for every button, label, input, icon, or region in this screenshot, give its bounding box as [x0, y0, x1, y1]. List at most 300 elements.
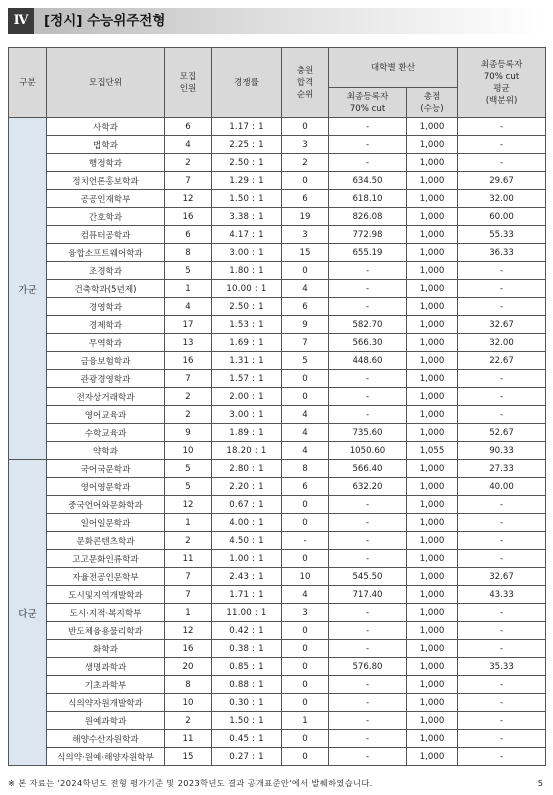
percentile-cut-cell: -	[458, 532, 546, 550]
percentile-cut-cell: 43.33	[458, 586, 546, 604]
quota-cell: 10	[165, 442, 212, 460]
unit-cell: 법학과	[47, 136, 165, 154]
conversion-total-cell: 1,000	[407, 190, 458, 208]
ratio-cell: 1.00 : 1	[212, 550, 282, 568]
conversion-cut-cell: 582.70	[329, 316, 407, 334]
ratio-cell: 2.50 : 1	[212, 298, 282, 316]
unit-cell: 식의약자원개발학과	[47, 694, 165, 712]
unit-cell: 영어영문학과	[47, 478, 165, 496]
waitlist-cell: 3	[282, 604, 329, 622]
table-row	[9, 496, 546, 514]
section-number-badge: Ⅳ	[8, 8, 34, 34]
table-row	[9, 262, 546, 280]
unit-cell: 생명과학과	[47, 658, 165, 676]
conversion-cut-cell: 618.10	[329, 190, 407, 208]
footnote: ※ 본 자료는 '2024학년도 전형 평가기준 및 2023학년도 결과 공개표준안'에서 발췌하였습니다.	[8, 778, 373, 788]
table-row	[9, 118, 546, 136]
conversion-total-cell: 1,000	[407, 676, 458, 694]
unit-cell: 중국언어와문화학과	[47, 496, 165, 514]
quota-cell: 20	[165, 658, 212, 676]
table-row	[9, 586, 546, 604]
unit-cell: 전자상거래학과	[47, 388, 165, 406]
unit-cell: 건축학과(5년제)	[47, 280, 165, 298]
quota-cell: 10	[165, 694, 212, 712]
percentile-cut-cell: -	[458, 712, 546, 730]
waitlist-cell: 19	[282, 208, 329, 226]
unit-cell: 정치언론홍보학과	[47, 172, 165, 190]
unit-cell: 해양수산자원학과	[47, 730, 165, 748]
ratio-cell: 1.80 : 1	[212, 262, 282, 280]
group-cell: 가군	[9, 118, 47, 460]
conversion-total-cell: 1,000	[407, 514, 458, 532]
table-row	[9, 226, 546, 244]
table-row	[9, 676, 546, 694]
quota-cell: 16	[165, 352, 212, 370]
ratio-cell: 2.43 : 1	[212, 568, 282, 586]
conversion-cut-cell: -	[329, 622, 407, 640]
quota-cell: 8	[165, 676, 212, 694]
conversion-cut-cell: -	[329, 136, 407, 154]
conversion-cut-cell: -	[329, 280, 407, 298]
ratio-cell: 4.17 : 1	[212, 226, 282, 244]
percentile-cut-cell: 36.33	[458, 244, 546, 262]
percentile-cut-cell: 60.00	[458, 208, 546, 226]
conversion-total-cell: 1,000	[407, 280, 458, 298]
waitlist-cell: 0	[282, 694, 329, 712]
conversion-cut-cell: 545.50	[329, 568, 407, 586]
conversion-cut-cell: 1050.60	[329, 442, 407, 460]
ratio-cell: 4.00 : 1	[212, 514, 282, 532]
conversion-total-cell: 1,000	[407, 730, 458, 748]
waitlist-cell: 0	[282, 118, 329, 136]
unit-cell: 원예과학과	[47, 712, 165, 730]
conversion-total-cell: 1,000	[407, 226, 458, 244]
waitlist-cell: 4	[282, 424, 329, 442]
waitlist-cell: 0	[282, 496, 329, 514]
table-row	[9, 190, 546, 208]
quota-cell: 16	[165, 640, 212, 658]
quota-cell: 1	[165, 280, 212, 298]
waitlist-cell: 6	[282, 298, 329, 316]
percentile-cut-cell: -	[458, 262, 546, 280]
conversion-total-cell: 1,055	[407, 442, 458, 460]
conversion-cut-cell: -	[329, 154, 407, 172]
conversion-cut-cell: -	[329, 604, 407, 622]
percentile-cut-cell: -	[458, 388, 546, 406]
conversion-total-cell: 1,000	[407, 352, 458, 370]
waitlist-cell: 9	[282, 316, 329, 334]
header-ratio: 경쟁률	[212, 48, 282, 118]
quota-cell: 11	[165, 730, 212, 748]
quota-cell: 15	[165, 748, 212, 766]
table-row	[9, 316, 546, 334]
percentile-cut-cell: -	[458, 298, 546, 316]
ratio-cell: 2.25 : 1	[212, 136, 282, 154]
percentile-cut-cell: -	[458, 550, 546, 568]
unit-cell: 고고문화인류학과	[47, 550, 165, 568]
unit-cell: 컴퓨터공학과	[47, 226, 165, 244]
quota-cell: 7	[165, 172, 212, 190]
quota-cell: 16	[165, 208, 212, 226]
percentile-cut-cell: -	[458, 622, 546, 640]
waitlist-cell: 6	[282, 478, 329, 496]
conversion-total-cell: 1,000	[407, 550, 458, 568]
ratio-cell: 2.80 : 1	[212, 460, 282, 478]
quota-cell: 8	[165, 244, 212, 262]
table-row	[9, 280, 546, 298]
ratio-cell: 3.38 : 1	[212, 208, 282, 226]
table-row	[9, 568, 546, 586]
quota-cell: 7	[165, 568, 212, 586]
waitlist-cell: 0	[282, 730, 329, 748]
conversion-total-cell: 1,000	[407, 568, 458, 586]
conversion-cut-cell: -	[329, 298, 407, 316]
waitlist-cell: 0	[282, 550, 329, 568]
percentile-cut-cell: -	[458, 676, 546, 694]
header-conversion-group: 대학별 환산	[329, 48, 458, 88]
unit-cell: 간호학과	[47, 208, 165, 226]
conversion-cut-cell: 576.80	[329, 658, 407, 676]
percentile-cut-cell: -	[458, 496, 546, 514]
quota-cell: 6	[165, 118, 212, 136]
ratio-cell: 0.85 : 1	[212, 658, 282, 676]
percentile-cut-cell: 90.33	[458, 442, 546, 460]
percentile-cut-cell: 52.67	[458, 424, 546, 442]
quota-cell: 17	[165, 316, 212, 334]
ratio-cell: 0.27 : 1	[212, 748, 282, 766]
conversion-total-cell: 1,000	[407, 118, 458, 136]
unit-cell: 경제학과	[47, 316, 165, 334]
waitlist-cell: 0	[282, 640, 329, 658]
quota-cell: 12	[165, 190, 212, 208]
header-group: 구분	[9, 48, 47, 118]
ratio-cell: 1.50 : 1	[212, 190, 282, 208]
quota-cell: 13	[165, 334, 212, 352]
conversion-total-cell: 1,000	[407, 316, 458, 334]
table-row	[9, 748, 546, 766]
waitlist-cell: -	[282, 532, 329, 550]
table-row	[9, 514, 546, 532]
conversion-cut-cell: -	[329, 514, 407, 532]
conversion-total-cell: 1,000	[407, 622, 458, 640]
quota-cell: 2	[165, 154, 212, 172]
quota-cell: 1	[165, 604, 212, 622]
section-header	[8, 8, 545, 34]
table-row	[9, 442, 546, 460]
ratio-cell: 3.00 : 1	[212, 406, 282, 424]
waitlist-cell: 2	[282, 154, 329, 172]
percentile-cut-cell: -	[458, 694, 546, 712]
percentile-cut-cell: 29.67	[458, 172, 546, 190]
percentile-cut-cell: -	[458, 730, 546, 748]
table-row	[9, 154, 546, 172]
conversion-total-cell: 1,000	[407, 424, 458, 442]
percentile-cut-cell: -	[458, 406, 546, 424]
ratio-cell: 1.57 : 1	[212, 370, 282, 388]
waitlist-cell: 0	[282, 172, 329, 190]
conversion-cut-cell: -	[329, 748, 407, 766]
conversion-total-cell: 1,000	[407, 370, 458, 388]
conversion-total-cell: 1,000	[407, 298, 458, 316]
ratio-cell: 1.17 : 1	[212, 118, 282, 136]
quota-cell: 6	[165, 226, 212, 244]
percentile-cut-cell: 55.33	[458, 226, 546, 244]
conversion-total-cell: 1,000	[407, 694, 458, 712]
quota-cell: 2	[165, 388, 212, 406]
ratio-cell: 1.50 : 1	[212, 712, 282, 730]
ratio-cell: 1.71 : 1	[212, 586, 282, 604]
conversion-cut-cell: 826.08	[329, 208, 407, 226]
ratio-cell: 0.30 : 1	[212, 694, 282, 712]
waitlist-cell: 4	[282, 442, 329, 460]
conversion-cut-cell: -	[329, 640, 407, 658]
header-percentile-cut: 최종등록자 70% cut 평균 (백분위)	[458, 48, 546, 118]
conversion-cut-cell: -	[329, 370, 407, 388]
unit-cell: 영어교육과	[47, 406, 165, 424]
conversion-total-cell: 1,000	[407, 586, 458, 604]
ratio-cell: 4.50 : 1	[212, 532, 282, 550]
table-row	[9, 730, 546, 748]
quota-cell: 11	[165, 550, 212, 568]
unit-cell: 무역학과	[47, 334, 165, 352]
conversion-total-cell: 1,000	[407, 388, 458, 406]
percentile-cut-cell: -	[458, 280, 546, 298]
table-row	[9, 550, 546, 568]
percentile-cut-cell: -	[458, 154, 546, 172]
table-row	[9, 640, 546, 658]
percentile-cut-cell: -	[458, 748, 546, 766]
percentile-cut-cell: 40.00	[458, 478, 546, 496]
conversion-cut-cell: 634.50	[329, 172, 407, 190]
percentile-cut-cell: 27.33	[458, 460, 546, 478]
conversion-total-cell: 1,000	[407, 478, 458, 496]
waitlist-cell: 6	[282, 190, 329, 208]
conversion-total-cell: 1,000	[407, 334, 458, 352]
percentile-cut-cell: 35.33	[458, 658, 546, 676]
header-conversion-cut: 최종등록자 70% cut	[329, 88, 407, 118]
waitlist-cell: 0	[282, 748, 329, 766]
header-quota: 모집 인원	[165, 48, 212, 118]
unit-cell: 경영학과	[47, 298, 165, 316]
conversion-total-cell: 1,000	[407, 460, 458, 478]
waitlist-cell: 0	[282, 676, 329, 694]
quota-cell: 1	[165, 514, 212, 532]
table-row	[9, 622, 546, 640]
table-row	[9, 334, 546, 352]
percentile-cut-cell: 22.67	[458, 352, 546, 370]
unit-cell: 반도체융용물리학과	[47, 622, 165, 640]
percentile-cut-cell: -	[458, 514, 546, 532]
table-row	[9, 658, 546, 676]
unit-cell: 화학과	[47, 640, 165, 658]
ratio-cell: 0.42 : 1	[212, 622, 282, 640]
waitlist-cell: 1	[282, 712, 329, 730]
quota-cell: 7	[165, 586, 212, 604]
conversion-cut-cell: -	[329, 532, 407, 550]
percentile-cut-cell: -	[458, 370, 546, 388]
conversion-cut-cell: -	[329, 712, 407, 730]
unit-cell: 일어일문학과	[47, 514, 165, 532]
unit-cell: 관광경영학과	[47, 370, 165, 388]
section-title: [정시] 수능위주전형	[44, 13, 166, 29]
ratio-cell: 0.38 : 1	[212, 640, 282, 658]
header-conversion-total: 총점 (수능)	[407, 88, 458, 118]
table-row	[9, 694, 546, 712]
header-unit: 모집단위	[47, 48, 165, 118]
waitlist-cell: 0	[282, 514, 329, 532]
conversion-cut-cell: 772.98	[329, 226, 407, 244]
waitlist-cell: 3	[282, 226, 329, 244]
ratio-cell: 0.45 : 1	[212, 730, 282, 748]
quota-cell: 12	[165, 496, 212, 514]
unit-cell: 식의약·원예·해양자원학부	[47, 748, 165, 766]
conversion-cut-cell: -	[329, 550, 407, 568]
table-row	[9, 478, 546, 496]
conversion-total-cell: 1,000	[407, 136, 458, 154]
waitlist-cell: 0	[282, 370, 329, 388]
percentile-cut-cell: 32.00	[458, 334, 546, 352]
unit-cell: 자율전공인문학부	[47, 568, 165, 586]
conversion-cut-cell: -	[329, 388, 407, 406]
unit-cell: 행정학과	[47, 154, 165, 172]
unit-cell: 국어국문학과	[47, 460, 165, 478]
waitlist-cell: 4	[282, 406, 329, 424]
waitlist-cell: 5	[282, 352, 329, 370]
quota-cell: 7	[165, 370, 212, 388]
ratio-cell: 2.20 : 1	[212, 478, 282, 496]
quota-cell: 12	[165, 622, 212, 640]
ratio-cell: 3.00 : 1	[212, 244, 282, 262]
conversion-cut-cell: 448.60	[329, 352, 407, 370]
quota-cell: 2	[165, 532, 212, 550]
unit-cell: 공공인재학부	[47, 190, 165, 208]
table-row	[9, 208, 546, 226]
ratio-cell: 1.29 : 1	[212, 172, 282, 190]
waitlist-cell: 4	[282, 280, 329, 298]
conversion-total-cell: 1,000	[407, 208, 458, 226]
quota-cell: 2	[165, 712, 212, 730]
conversion-total-cell: 1,000	[407, 658, 458, 676]
waitlist-cell: 4	[282, 586, 329, 604]
conversion-cut-cell: 632.20	[329, 478, 407, 496]
percentile-cut-cell: -	[458, 136, 546, 154]
conversion-total-cell: 1,000	[407, 640, 458, 658]
percentile-cut-cell: 32.67	[458, 568, 546, 586]
percentile-cut-cell: -	[458, 118, 546, 136]
percentile-cut-cell: -	[458, 640, 546, 658]
ratio-cell: 1.69 : 1	[212, 334, 282, 352]
quota-cell: 5	[165, 262, 212, 280]
unit-cell: 도시·지적·복지학부	[47, 604, 165, 622]
ratio-cell: 1.31 : 1	[212, 352, 282, 370]
page-number: 5	[537, 778, 543, 788]
waitlist-cell: 3	[282, 136, 329, 154]
waitlist-cell: 15	[282, 244, 329, 262]
quota-cell: 4	[165, 298, 212, 316]
percentile-cut-cell: 32.67	[458, 316, 546, 334]
table-row	[9, 172, 546, 190]
conversion-cut-cell: -	[329, 676, 407, 694]
unit-cell: 수학교육과	[47, 424, 165, 442]
table-row	[9, 352, 546, 370]
admission-results-table	[8, 47, 546, 766]
ratio-cell: 0.88 : 1	[212, 676, 282, 694]
unit-cell: 기초과학부	[47, 676, 165, 694]
conversion-cut-cell: -	[329, 496, 407, 514]
ratio-cell: 2.00 : 1	[212, 388, 282, 406]
waitlist-cell: 8	[282, 460, 329, 478]
table-row	[9, 532, 546, 550]
waitlist-cell: 0	[282, 658, 329, 676]
conversion-total-cell: 1,000	[407, 712, 458, 730]
table-row	[9, 424, 546, 442]
quota-cell: 9	[165, 424, 212, 442]
waitlist-cell: 0	[282, 388, 329, 406]
unit-cell: 융합소프트웨어학과	[47, 244, 165, 262]
quota-cell: 4	[165, 136, 212, 154]
group-cell: 다군	[9, 460, 47, 766]
ratio-cell: 1.53 : 1	[212, 316, 282, 334]
waitlist-cell: 7	[282, 334, 329, 352]
unit-cell: 도시및지역개발학과	[47, 586, 165, 604]
conversion-cut-cell: -	[329, 118, 407, 136]
conversion-cut-cell: -	[329, 730, 407, 748]
unit-cell: 조경학과	[47, 262, 165, 280]
ratio-cell: 0.67 : 1	[212, 496, 282, 514]
conversion-total-cell: 1,000	[407, 532, 458, 550]
percentile-cut-cell: -	[458, 604, 546, 622]
table-row	[9, 388, 546, 406]
table-row	[9, 298, 546, 316]
ratio-cell: 11.00 : 1	[212, 604, 282, 622]
ratio-cell: 10.00 : 1	[212, 280, 282, 298]
waitlist-cell: 10	[282, 568, 329, 586]
conversion-total-cell: 1,000	[407, 244, 458, 262]
conversion-total-cell: 1,000	[407, 262, 458, 280]
conversion-cut-cell: -	[329, 406, 407, 424]
quota-cell: 5	[165, 478, 212, 496]
conversion-cut-cell: -	[329, 262, 407, 280]
unit-cell: 금융보험학과	[47, 352, 165, 370]
waitlist-cell: 0	[282, 262, 329, 280]
table-row	[9, 370, 546, 388]
table-body	[9, 118, 546, 766]
table-row	[9, 712, 546, 730]
conversion-cut-cell: 566.40	[329, 460, 407, 478]
conversion-cut-cell: 566.30	[329, 334, 407, 352]
conversion-cut-cell: 655.19	[329, 244, 407, 262]
ratio-cell: 1.89 : 1	[212, 424, 282, 442]
conversion-cut-cell: -	[329, 694, 407, 712]
waitlist-cell: 0	[282, 622, 329, 640]
table-row	[9, 136, 546, 154]
conversion-total-cell: 1,000	[407, 604, 458, 622]
conversion-total-cell: 1,000	[407, 154, 458, 172]
quota-cell: 5	[165, 460, 212, 478]
conversion-total-cell: 1,000	[407, 172, 458, 190]
conversion-cut-cell: 735.60	[329, 424, 407, 442]
quota-cell: 2	[165, 406, 212, 424]
conversion-total-cell: 1,000	[407, 748, 458, 766]
conversion-total-cell: 1,000	[407, 496, 458, 514]
unit-cell: 약학과	[47, 442, 165, 460]
table-row	[9, 460, 546, 478]
ratio-cell: 2.50 : 1	[212, 154, 282, 172]
conversion-cut-cell: 717.40	[329, 586, 407, 604]
unit-cell: 사학과	[47, 118, 165, 136]
conversion-total-cell: 1,000	[407, 406, 458, 424]
table-row	[9, 244, 546, 262]
